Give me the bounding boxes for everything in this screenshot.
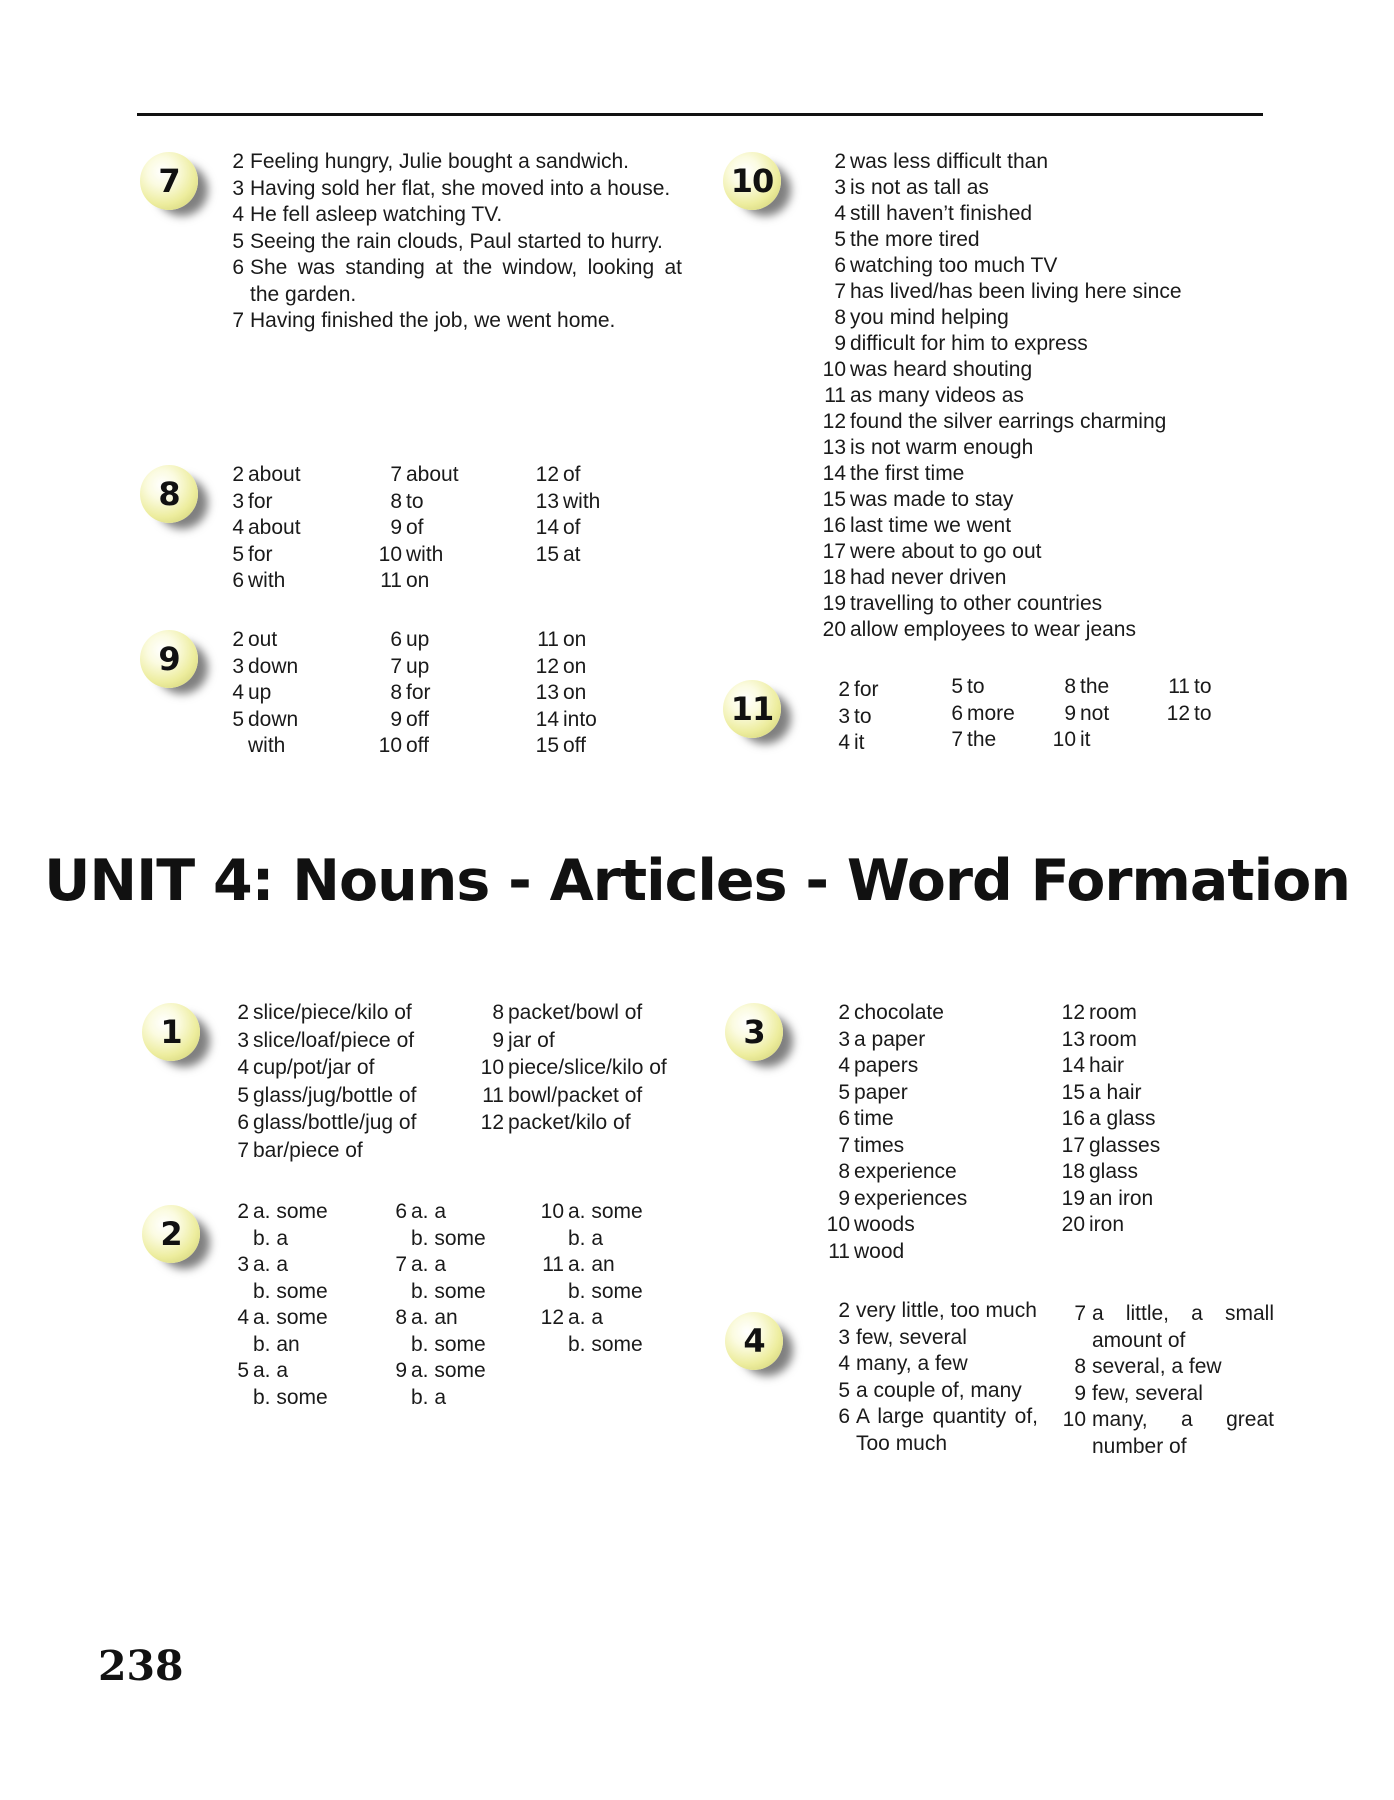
answer-number: 2: [838, 1001, 850, 1024]
answer-item: [822, 1404, 1038, 1457]
answer-text: still haven’t finished: [850, 202, 1033, 225]
answer-text: woods: [854, 1213, 915, 1236]
answer-item: [216, 149, 682, 176]
answer-number: 2: [237, 1200, 249, 1223]
answer-text: a. some: [568, 1200, 643, 1223]
answer-text: iron: [1089, 1213, 1125, 1236]
answer-text: was less difficult than: [850, 150, 1049, 173]
unit-exercise-3-badge: [725, 1003, 783, 1061]
answer-text: few, several: [856, 1325, 967, 1349]
answer-number: 7: [838, 1133, 850, 1157]
answer-number: 14: [535, 516, 559, 539]
answer-number: 11: [1168, 675, 1190, 698]
unit-exercise-4-column-1: [822, 1298, 1038, 1457]
answer-text: times: [854, 1133, 905, 1157]
answer-text: as many videos as: [850, 384, 1024, 407]
answer-text: up: [248, 681, 272, 704]
answer-text: packet/bowl of: [508, 1001, 643, 1024]
answer-number: 7: [390, 654, 402, 678]
answer-text: paper: [854, 1080, 908, 1104]
answer-number: 10: [540, 1200, 564, 1223]
answer-text: to: [1194, 675, 1212, 698]
answer-number: 4: [232, 516, 244, 539]
exercise-7-answers: [216, 149, 682, 335]
answer-number: 5: [232, 707, 244, 731]
unit-exercise-2-badge: [142, 1205, 200, 1263]
answer-number: 10: [378, 734, 402, 757]
answer-text: room: [1089, 1027, 1137, 1051]
answer-text: for: [854, 678, 879, 701]
answer-number: 13: [1061, 1027, 1085, 1051]
answer-text: a. some: [411, 1359, 486, 1382]
answer-number: 9: [395, 1359, 407, 1382]
answer-number: 2: [834, 150, 846, 173]
answer-text: several, a few: [1092, 1355, 1222, 1378]
answer-item: [822, 1378, 1038, 1405]
answer-number: 5: [834, 228, 846, 251]
answer-text: bowl/packet of: [508, 1083, 643, 1107]
badge-number: 9: [158, 639, 180, 678]
answer-text: down: [248, 654, 299, 678]
answer-number: 17: [1061, 1133, 1085, 1157]
answer-text: b. some: [411, 1332, 486, 1356]
answer-text: is not warm enough: [850, 436, 1034, 459]
answer-text: a little, a small amount of: [1092, 1302, 1274, 1352]
answer-number: 9: [1064, 701, 1076, 725]
answer-number: 13: [822, 436, 846, 459]
answer-text: a. a: [568, 1306, 604, 1329]
answer-text: into: [563, 707, 597, 731]
answer-number: 10: [1062, 1408, 1086, 1431]
answer-item: [216, 176, 682, 203]
answer-number: 7: [390, 463, 402, 486]
answer-text: to: [854, 704, 872, 728]
answer-number: 8: [390, 681, 402, 704]
answer-text: packet/kilo of: [508, 1111, 631, 1134]
badge-number: 1: [160, 1012, 182, 1051]
answer-text: many, a few: [856, 1352, 968, 1375]
answer-text: glasses: [1089, 1133, 1161, 1157]
answer-number: 5: [838, 1080, 850, 1104]
exercise-11-badge: [723, 680, 781, 738]
answer-text: papers: [854, 1054, 919, 1077]
answer-number: 12: [822, 410, 846, 433]
answer-text: watching too much TV: [850, 254, 1058, 277]
answer-item: [822, 1325, 1038, 1352]
answer-number: 3: [232, 654, 244, 678]
exercise-9-badge: [140, 630, 198, 688]
answer-number: 4: [838, 1054, 850, 1077]
answer-text: off: [406, 734, 429, 757]
answer-number: 4: [834, 202, 846, 225]
answer-number: 6: [951, 701, 963, 725]
answer-text: more: [967, 701, 1015, 725]
badge-number: 8: [158, 474, 180, 513]
answer-number: 11: [537, 628, 559, 651]
answer-number: 9: [492, 1028, 504, 1052]
answer-item: [216, 229, 682, 256]
answer-number: 8: [395, 1306, 407, 1329]
answer-text: had never driven: [850, 566, 1007, 589]
answer-number: 4: [237, 1056, 249, 1079]
answer-text: on: [563, 628, 587, 651]
answer-text: She was standing at the window, looking at the garden.: [250, 256, 682, 306]
answer-text: to: [1194, 701, 1212, 725]
answer-text: b. a: [568, 1226, 604, 1250]
answer-text: chocolate: [854, 1001, 944, 1024]
answer-item: [1058, 1354, 1274, 1381]
page-number: 238: [98, 1642, 184, 1690]
answer-number: 3: [838, 1027, 850, 1051]
answer-text: a. a: [253, 1359, 289, 1382]
answer-text: off: [406, 707, 429, 731]
unit-exercise-4-badge: [725, 1312, 783, 1370]
answer-number: 6: [834, 254, 846, 277]
answer-text: last time we went: [850, 514, 1012, 537]
answer-text: with: [248, 569, 286, 592]
answer-text: a glass: [1089, 1107, 1156, 1130]
answer-text: b. some: [568, 1332, 643, 1356]
answer-text: up: [406, 628, 430, 651]
answer-number: 15: [822, 488, 846, 511]
answer-number: 9: [1074, 1381, 1086, 1405]
answer-text: b. some: [568, 1279, 643, 1303]
answer-text: b. some: [411, 1279, 486, 1303]
answer-number: 6: [232, 569, 244, 592]
answer-number: 6: [232, 256, 244, 279]
answer-number: 5: [237, 1359, 249, 1382]
answer-number: 2: [232, 628, 244, 651]
answer-text: slice/piece/kilo of: [253, 1001, 412, 1024]
unit-title: UNIT 4: Nouns - Articles - Word Formation: [44, 848, 1350, 914]
answer-text: b. an: [253, 1332, 300, 1356]
answer-number: 7: [834, 280, 846, 303]
badge-number: 11: [730, 689, 774, 728]
answer-text: Having finished the job, we went home.: [250, 309, 616, 332]
answer-number: 15: [1061, 1080, 1085, 1104]
answer-number: 12: [1061, 1001, 1085, 1024]
answer-number: 15: [535, 542, 559, 566]
badge-number: 2: [160, 1214, 182, 1253]
answer-number: 11: [828, 1239, 850, 1263]
badge-number: 7: [158, 161, 180, 200]
answer-number: 2: [232, 463, 244, 486]
answer-number: 10: [822, 358, 846, 381]
badge-number: 4: [743, 1321, 765, 1360]
answer-number: 3: [237, 1028, 249, 1052]
answer-item: [1058, 1381, 1274, 1408]
answer-text: has lived/has been living here since: [850, 280, 1182, 303]
answer-number: 19: [1061, 1186, 1085, 1210]
answer-number: 14: [822, 462, 846, 485]
answer-text: a. an: [568, 1253, 615, 1276]
answer-number: 9: [390, 516, 402, 539]
answer-text: is not as tall as: [850, 176, 989, 199]
answer-text: travelling to other countries: [850, 592, 1103, 615]
answer-number: 11: [542, 1253, 564, 1276]
answer-text: for: [406, 681, 431, 704]
answer-number: 3: [838, 1325, 850, 1349]
answer-item: [1058, 1407, 1274, 1460]
answer-text: a paper: [854, 1027, 926, 1051]
answer-text: you mind helping: [850, 306, 1009, 329]
answer-number: 6: [390, 628, 402, 651]
answer-text: a. a: [411, 1253, 447, 1276]
answer-number: 8: [834, 306, 846, 329]
answer-number: 5: [838, 1378, 850, 1402]
badge-number: 3: [743, 1012, 765, 1051]
answer-number: 8: [1064, 675, 1076, 698]
answer-text: was made to stay: [850, 488, 1014, 511]
answer-number: 11: [482, 1083, 504, 1107]
answer-text: glass: [1089, 1160, 1139, 1183]
answer-number: 7: [1074, 1302, 1086, 1325]
exercise-7-badge: [140, 152, 198, 210]
answer-number: 10: [480, 1056, 504, 1079]
answer-text: at: [563, 542, 581, 566]
answer-number: 8: [1074, 1355, 1086, 1378]
answer-number: 19: [822, 592, 846, 615]
answer-number: 7: [395, 1253, 407, 1276]
answer-number: 9: [390, 707, 402, 731]
answer-number: 5: [232, 542, 244, 566]
answer-text: to: [406, 489, 424, 513]
answer-text: of: [406, 516, 424, 539]
answer-text: bar/piece of: [253, 1138, 363, 1162]
answer-text: it: [854, 731, 865, 754]
answer-text: about: [248, 463, 301, 486]
answer-text: allow employees to wear jeans: [850, 618, 1136, 641]
answer-number: 12: [1166, 701, 1190, 725]
answer-text: Seeing the rain clouds, Paul started to hurry.: [250, 229, 663, 253]
answer-text: a. some: [253, 1200, 328, 1223]
answer-item: [1058, 1301, 1274, 1354]
answer-number: 13: [535, 681, 559, 704]
answer-text: b. some: [253, 1385, 328, 1409]
answer-text: on: [563, 681, 587, 704]
answer-number: 7: [232, 309, 244, 332]
answer-text: very little, too much: [856, 1299, 1037, 1322]
answer-number: 8: [390, 489, 402, 513]
answer-number: 2: [838, 1299, 850, 1322]
exercise-8-badge: [140, 465, 198, 523]
answer-number: 7: [237, 1138, 249, 1162]
answer-number: 4: [838, 1352, 850, 1375]
answer-text: a. a: [253, 1253, 289, 1276]
answer-text: about: [248, 516, 301, 539]
answer-number: 3: [232, 489, 244, 513]
answer-text: glass/bottle/jug of: [253, 1111, 417, 1134]
answer-number: 4: [232, 681, 244, 704]
answer-number: 17: [822, 540, 846, 563]
answer-text: the: [1080, 675, 1110, 698]
answer-text: a. some: [253, 1306, 328, 1329]
answer-item: [822, 1298, 1038, 1325]
answer-number: 2: [232, 150, 244, 173]
answer-text: b. some: [253, 1279, 328, 1303]
answer-number: 12: [540, 1306, 564, 1329]
answer-number: 3: [232, 176, 244, 200]
unit-exercise-4-column-2: [1058, 1301, 1274, 1460]
answer-number: 3: [237, 1253, 249, 1276]
answer-text: off: [563, 734, 586, 757]
answer-number: 2: [237, 1001, 249, 1024]
answer-text: with: [406, 542, 444, 566]
answer-number: 16: [822, 514, 846, 537]
answer-text: were about to go out: [850, 540, 1042, 563]
answer-number: 20: [822, 618, 846, 641]
answer-text: cup/pot/jar of: [253, 1056, 375, 1079]
answer-number: 5: [232, 229, 244, 253]
answer-number: 4: [237, 1306, 249, 1329]
answer-text: down: [248, 707, 299, 731]
answer-number: 6: [395, 1200, 407, 1223]
answer-text: not: [1080, 701, 1110, 725]
answer-text: to: [967, 675, 985, 698]
answer-text: on: [406, 569, 430, 592]
answer-number: 14: [1061, 1054, 1085, 1077]
answer-text: of: [563, 463, 581, 486]
answer-text: an iron: [1089, 1186, 1154, 1210]
answer-text: about: [406, 463, 459, 486]
exercise-10-badge: [723, 152, 781, 210]
answer-text: for: [248, 489, 273, 513]
answer-text: b. a: [253, 1226, 289, 1250]
answer-text: it: [1080, 728, 1091, 751]
answer-number: 8: [492, 1001, 504, 1024]
answer-text: up: [406, 654, 430, 678]
answer-number: 12: [535, 654, 559, 678]
answer-number: 4: [232, 203, 244, 226]
answer-text: experiences: [854, 1186, 968, 1210]
answer-text: difficult for him to express: [850, 332, 1088, 355]
answer-number: 11: [824, 384, 846, 407]
answer-number: 5: [237, 1083, 249, 1107]
top-rule: [137, 113, 1263, 116]
answer-text: was heard shouting: [850, 358, 1033, 381]
answer-text: jar of: [508, 1028, 555, 1052]
answer-number: 5: [951, 675, 963, 698]
answer-text: the first time: [850, 462, 965, 485]
answer-number: 3: [834, 176, 846, 199]
answer-text: many, a great number of: [1092, 1408, 1274, 1458]
answer-text: glass/jug/bottle of: [253, 1083, 417, 1107]
answer-number: 20: [1061, 1213, 1085, 1236]
answer-item: [216, 202, 682, 229]
answer-text: room: [1089, 1001, 1137, 1024]
answer-number: 2: [838, 678, 850, 701]
answer-text: a. a: [411, 1200, 447, 1223]
answer-text: hair: [1089, 1054, 1125, 1077]
answer-text: time: [854, 1107, 894, 1130]
answer-number: 14: [535, 707, 559, 731]
answer-text: piece/slice/kilo of: [508, 1056, 667, 1079]
answer-text: of: [563, 516, 581, 539]
answer-number: 18: [822, 566, 846, 589]
answer-number: 15: [535, 734, 559, 757]
answer-text: A large quantity of, Too much: [856, 1405, 1038, 1455]
answer-number: 4: [838, 731, 850, 754]
answer-text: the more tired: [850, 228, 980, 251]
answer-text: b. some: [411, 1226, 486, 1250]
answer-text: a couple of, many: [856, 1378, 1022, 1402]
answer-number: 11: [380, 569, 402, 592]
answer-item: [216, 255, 682, 308]
answer-text: on: [563, 654, 587, 678]
answer-number: 16: [1061, 1107, 1085, 1130]
answer-number: 12: [535, 463, 559, 486]
answer-number: 18: [1061, 1160, 1085, 1183]
badge-number: 10: [730, 161, 774, 200]
answer-text: He fell asleep watching TV.: [250, 203, 503, 226]
answer-number: 6: [838, 1107, 850, 1130]
answer-number: 6: [838, 1405, 850, 1428]
answer-number: 6: [237, 1111, 249, 1134]
answer-number: 9: [838, 1186, 850, 1210]
answer-number: 7: [951, 728, 963, 751]
answer-text: with: [248, 734, 286, 757]
answer-text: Having sold her flat, she moved into a house.: [250, 176, 671, 200]
answer-text: the: [967, 728, 997, 751]
answer-number: 8: [838, 1160, 850, 1183]
answer-text: a. an: [411, 1306, 458, 1329]
answer-text: out: [248, 628, 278, 651]
answer-text: with: [563, 489, 601, 513]
answer-number: 10: [1052, 728, 1076, 751]
unit-exercise-1-badge: [142, 1003, 200, 1061]
answer-number: 12: [480, 1111, 504, 1134]
answer-number: 3: [838, 704, 850, 728]
answer-number: 10: [378, 542, 402, 566]
answer-item: [216, 308, 682, 335]
answer-text: a hair: [1089, 1080, 1142, 1104]
answer-text: found the silver earrings charming: [850, 410, 1167, 433]
answer-number: 13: [535, 489, 559, 513]
answer-item: [822, 1351, 1038, 1378]
answer-number: 10: [826, 1213, 850, 1236]
answer-number: 9: [834, 332, 846, 355]
answer-text: slice/loaf/piece of: [253, 1028, 415, 1052]
answer-text: few, several: [1092, 1381, 1203, 1405]
answer-text: Feeling hungry, Julie bought a sandwich.: [250, 150, 630, 173]
answer-text: b. a: [411, 1385, 447, 1409]
answer-text: for: [248, 542, 273, 566]
answer-text: wood: [854, 1239, 905, 1263]
answer-text: experience: [854, 1160, 957, 1183]
